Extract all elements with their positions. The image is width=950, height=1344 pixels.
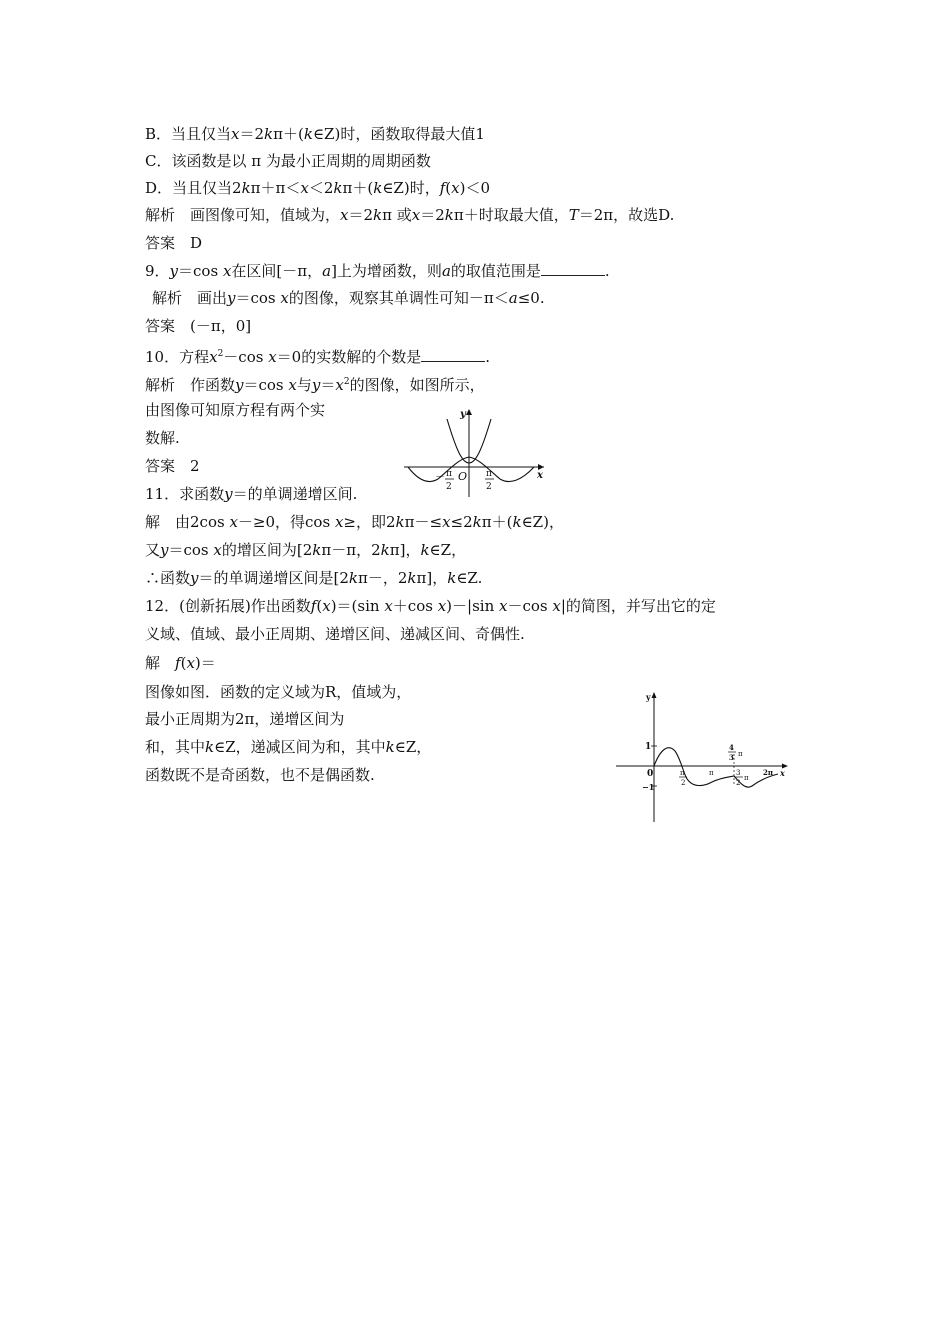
solution-12-line4: 函数既不是奇函数，也不是偶函数. — [145, 766, 375, 784]
fig1-x-label: x — [537, 470, 543, 481]
analysis-8: 解析 画图像可知，值域为，x＝2kπ 或x＝2kπ＋时取最大值，T＝2π，故选D. — [145, 206, 675, 224]
question-10: 10．方程$x^2-\cos$ x＝0的实数解的个数是 . — [145, 348, 490, 366]
analysis-10-end: 数解. — [145, 429, 180, 447]
analysis-10-cont: 由图像可知原方程有两个实 — [145, 401, 326, 419]
fig1-right-tick-den: 2 — [486, 482, 492, 492]
fig2-t3-den: 2 — [736, 779, 741, 787]
fx-curve — [654, 748, 778, 787]
fig2-y-label: y — [646, 692, 651, 702]
option-b: B．当且仅当x＝2kπ＋(k∈Z)时，函数取得最大值1 — [145, 125, 485, 143]
answer-10: 答案 2 — [145, 457, 200, 475]
fig2-y-neg-one: −1 — [642, 782, 655, 792]
y-axis-arrow-icon — [466, 409, 472, 415]
solution-11-line3: ∴函数y＝的单调递增区间是[2kπ－，2kπ]，k∈Z. — [145, 569, 483, 587]
fig2-t2-label: π — [709, 769, 714, 777]
fig2-peak-pi: π — [738, 750, 743, 758]
y-axis-arrow-icon — [652, 692, 657, 698]
fig1-left-tick-den: 2 — [446, 482, 452, 492]
fig1-left-tick-sign: － — [435, 472, 445, 483]
fig2-t1-num: π — [680, 769, 685, 777]
solution-12-line2: 最小正周期为2π，递增区间为 — [145, 710, 345, 728]
fx-graph-figure — [612, 688, 792, 828]
question-9: 9．y＝cos x在区间[－π，a]上为增函数，则a的取值范围是 . — [145, 262, 610, 280]
cos-parabola-figure — [400, 405, 550, 500]
question-12-cont: 义域、值域、最小正周期、递增区间、递减区间、奇偶性. — [145, 625, 525, 643]
solution-11-line2: 又y＝cos x的增区间为[2kπ－π，2kπ]，k∈Z， — [145, 541, 467, 559]
fig2-t3-num: 3 — [736, 769, 741, 777]
fig1-origin-label: O — [458, 470, 468, 483]
analysis-9: 解析 画出y＝cos x的图像，观察其单调性可知－π＜a≤0. — [152, 289, 545, 307]
fig2-x-label: x — [780, 768, 785, 778]
solution-12-line3: 和，其中k∈Z，递减区间为和，其中k∈Z， — [145, 738, 432, 756]
solution-11-line1: 解 由2cos x－≥0，得cos x≥，即2kπ－≤x≤2kπ＋(k∈Z)， — [145, 513, 564, 531]
answer-8: 答案 D — [145, 234, 203, 252]
fig1-right-tick-num: π — [486, 469, 492, 479]
question-12: 12．(创新拓展)作出函数f(x)＝(sin x＋cos x)－|sin x－cos x|的简图，并写出它的定 — [145, 597, 716, 615]
solution-12-line1: 图像如图．函数的定义域为R，值域为， — [145, 683, 412, 701]
fig2-peak-den: 3 — [729, 753, 734, 762]
fig2-t4-label: 2π — [763, 768, 773, 777]
answer-blank — [541, 261, 605, 276]
question-11: 11．求函数y＝的单调递增区间. — [145, 485, 358, 503]
fig2-peak-num: 4 — [729, 743, 734, 752]
option-c: C．该函数是以 π 为最小正周期的周期函数 — [145, 152, 431, 170]
answer-9: 答案 (－π，0] — [145, 317, 252, 335]
answer-blank — [421, 347, 485, 362]
fig2-origin-label: 0 — [647, 769, 654, 779]
fig1-y-label: y — [460, 409, 466, 420]
solution-12-fx: 解 f(x)＝ — [145, 654, 216, 672]
fig2-t3-pi: π — [744, 774, 749, 782]
fig2-t1-den: 2 — [681, 779, 686, 787]
analysis-10: 解析 作函数y＝cos x与$y=x^2$的图像，如图所示， — [145, 376, 485, 394]
option-d: D．当且仅当2kπ＋π＜x＜2kπ＋(k∈Z)时，f(x)＜0 — [145, 179, 490, 197]
fig1-left-tick-num: π — [446, 469, 452, 479]
fig2-y-one: 1 — [645, 742, 652, 752]
cosine-curve — [408, 457, 534, 482]
